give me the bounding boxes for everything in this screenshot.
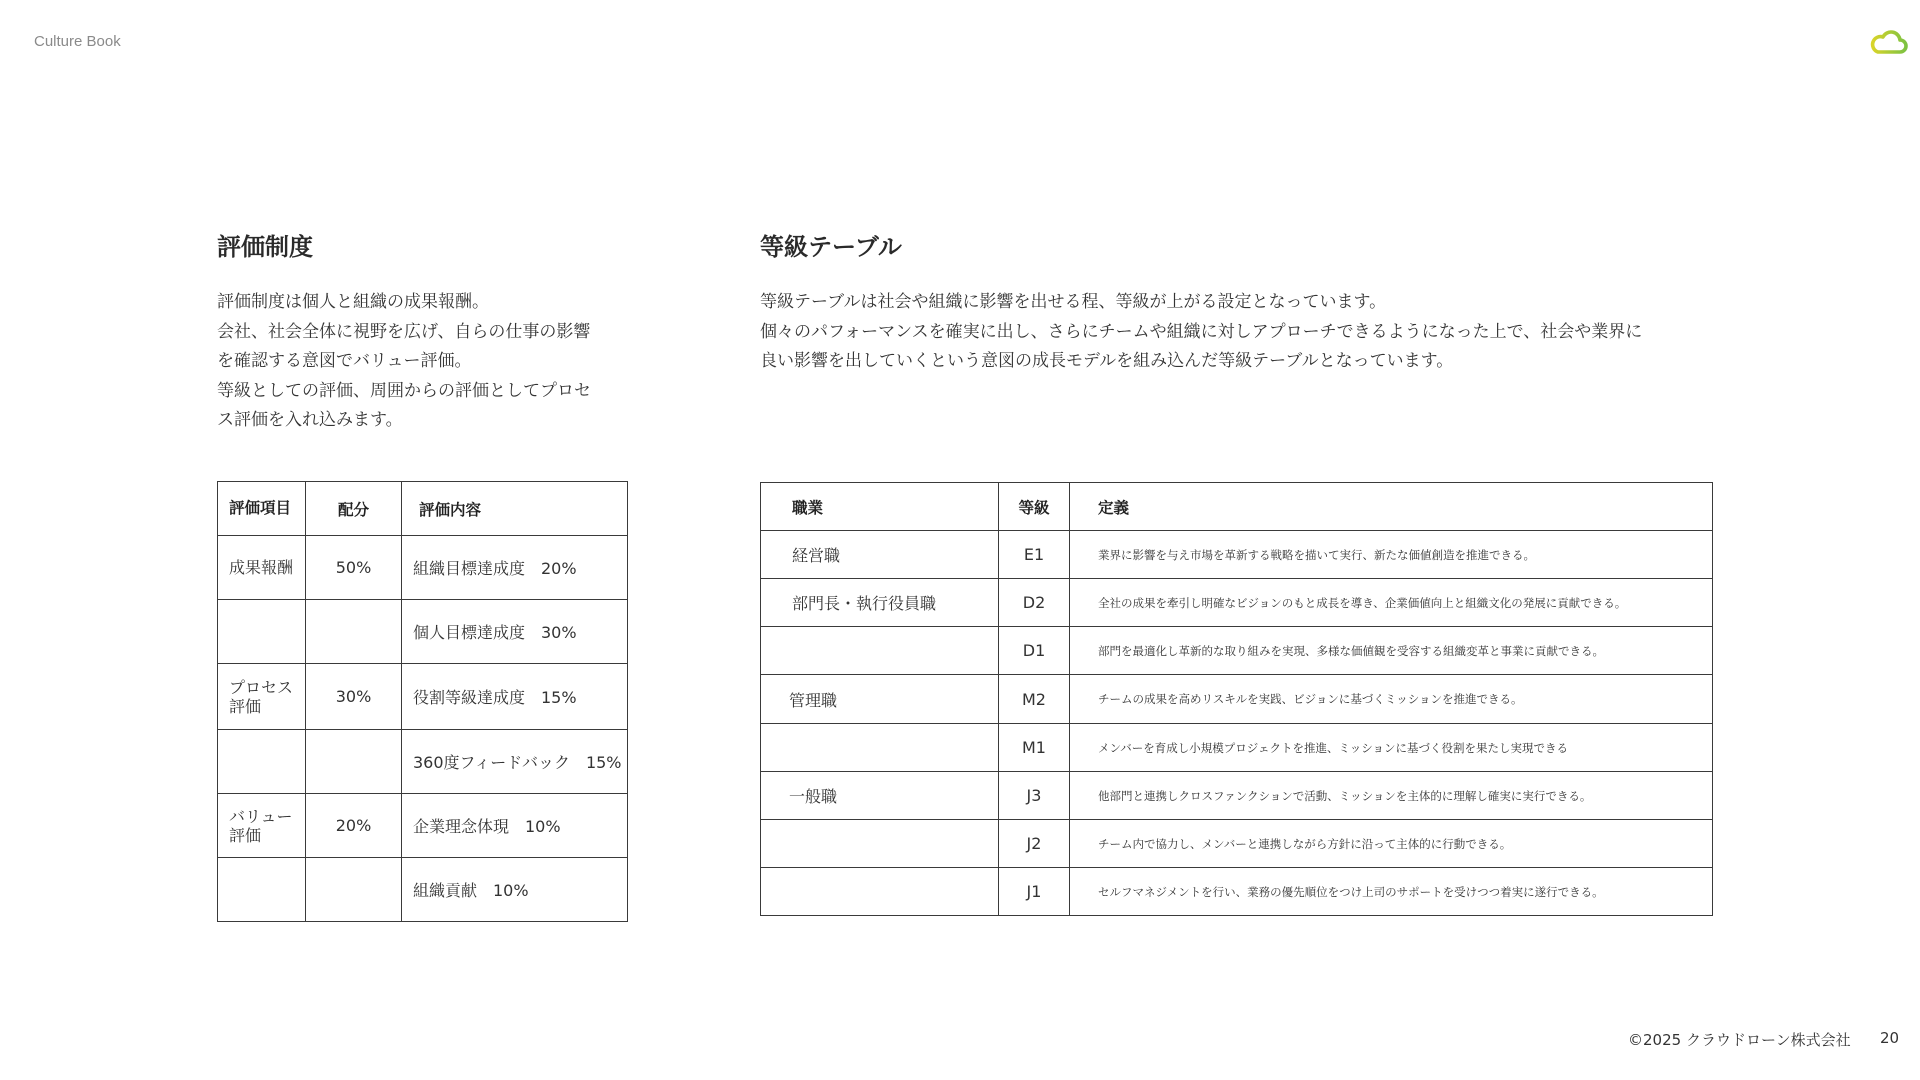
cell-content: 組織目標達成度 20% [402, 536, 628, 600]
header-cell-item: 評価項目 [218, 482, 306, 536]
cell-level: M2 [999, 675, 1070, 724]
table-row [218, 730, 628, 794]
evaluation-desc-line: 会社、社会全体に視野を広げ、自らの仕事の影響 [217, 321, 591, 342]
footer-copyright: ©2025 クラウドローン株式会社 [1628, 1031, 1851, 1049]
table-row [761, 675, 1713, 724]
cell-share: 50% [306, 536, 402, 600]
header-cell-definition: 定義 [1070, 483, 1713, 531]
evaluation-desc-line: 等級としての評価、周囲からの評価としてプロセ [217, 380, 591, 401]
header-label: Culture Book [34, 33, 121, 50]
header-cell-content: 評価内容 [402, 482, 628, 536]
cell-job: 経営職 [761, 531, 999, 579]
evaluation-table [217, 481, 628, 922]
table-row [761, 820, 1713, 868]
cell-job [761, 868, 999, 916]
cell-job [761, 820, 999, 868]
table-row [218, 664, 628, 730]
cell-content: 個人目標達成度 30% [402, 600, 628, 664]
cell-share: 30% [306, 664, 402, 730]
grade-desc-line: 良い影響を出していくという意図の成長モデルを組み込んだ等級テーブルとなっています。 [760, 351, 1454, 371]
grade-description [760, 288, 1720, 377]
cell-level: M1 [999, 724, 1070, 772]
cell-share [306, 858, 402, 922]
cell-definition: メンバーを育成し小規模プロジェクトを推進、ミッションに基づく役割を果たし実現できる [1070, 724, 1713, 772]
cell-definition: 他部門と連携しクロスファンクションで活動、ミッションを主体的に理解し確実に実行できる。 [1070, 772, 1713, 820]
cell-content: 360度フィードバック 15% [402, 730, 628, 794]
cell-job: 一般職 [761, 772, 999, 820]
cell-level: E1 [999, 531, 1070, 579]
table-row [761, 724, 1713, 772]
cell-item [218, 600, 306, 664]
cell-content: 組織貢献 10% [402, 858, 628, 922]
cell-level: D1 [999, 627, 1070, 675]
cell-share [306, 600, 402, 664]
cell-job: 部門長・執行役員職 [761, 579, 999, 627]
cell-item: プロセス評価 [218, 664, 306, 730]
cell-definition: チームの成果を高めリスキルを実践、ビジョンに基づくミッションを推進できる。 [1070, 675, 1713, 724]
evaluation-description [217, 288, 627, 436]
grade-table-header [761, 483, 1713, 531]
grade-table [760, 482, 1713, 916]
evaluation-section [217, 227, 627, 436]
cell-definition: セルフマネジメントを行い、業務の優先順位をつけ上司のサポートを受けつつ着実に遂行できる。 [1070, 868, 1713, 916]
cell-definition: 業界に影響を与え市場を革新する戦略を描いて実行、新たな価値創造を推進できる。 [1070, 531, 1713, 579]
cell-level: J3 [999, 772, 1070, 820]
cell-item: バリュー評価 [218, 794, 306, 858]
table-row [218, 794, 628, 858]
cell-level: D2 [999, 579, 1070, 627]
cell-level: J1 [999, 868, 1070, 916]
grade-desc-line: 等級テーブルは社会や組織に影響を出せる程、等級が上がる設定となっています。 [760, 292, 1387, 312]
header-cell-job: 職業 [761, 483, 999, 531]
cell-job [761, 724, 999, 772]
cell-item [218, 858, 306, 922]
table-row [218, 858, 628, 922]
cell-definition: 全社の成果を牽引し明確なビジョンのもと成長を導き、企業価値向上と組織文化の発展に貢献できる。 [1070, 579, 1713, 627]
cell-job: 管理職 [761, 675, 999, 724]
evaluation-desc-line: 評価制度は個人と組織の成果報酬。 [217, 292, 489, 312]
evaluation-title: 評価制度 [217, 233, 313, 261]
page-number: 20 [1880, 1029, 1900, 1047]
cell-definition: 部門を最適化し革新的な取り組みを実現、多様な価値観を受容する組織変革と事業に貢献できる。 [1070, 627, 1713, 675]
cell-share: 20% [306, 794, 402, 858]
table-row [761, 531, 1713, 579]
table-row [218, 536, 628, 600]
header-cell-level: 等級 [999, 483, 1070, 531]
cell-job [761, 627, 999, 675]
table-row [761, 627, 1713, 675]
cell-level: J2 [999, 820, 1070, 868]
grade-section [760, 227, 1720, 377]
cell-item [218, 730, 306, 794]
table-row [761, 579, 1713, 627]
grade-title: 等級テーブル [760, 233, 902, 261]
table-row [218, 600, 628, 664]
table-row [761, 868, 1713, 916]
evaluation-desc-line: を確認する意図でバリュー評価。 [217, 351, 472, 371]
cell-definition: チーム内で協力し、メンバーと連携しながら方針に沿って主体的に行動できる。 [1070, 820, 1713, 868]
header-cell-share: 配分 [306, 482, 402, 536]
evaluation-desc-line: ス評価を入れ込みます。 [217, 410, 403, 430]
cell-item: 成果報酬 [218, 536, 306, 600]
cell-content: 企業理念体現 10% [402, 794, 628, 858]
cell-share [306, 730, 402, 794]
table-row [761, 772, 1713, 820]
cloud-logo-icon [1866, 28, 1908, 58]
grade-desc-line: 個々のパフォーマンスを確実に出し、さらにチームや組織に対しアプローチできるようになった上で、社会や業界に [760, 321, 1643, 342]
cell-content: 役割等級達成度 15% [402, 664, 628, 730]
evaluation-table-header [218, 482, 628, 536]
